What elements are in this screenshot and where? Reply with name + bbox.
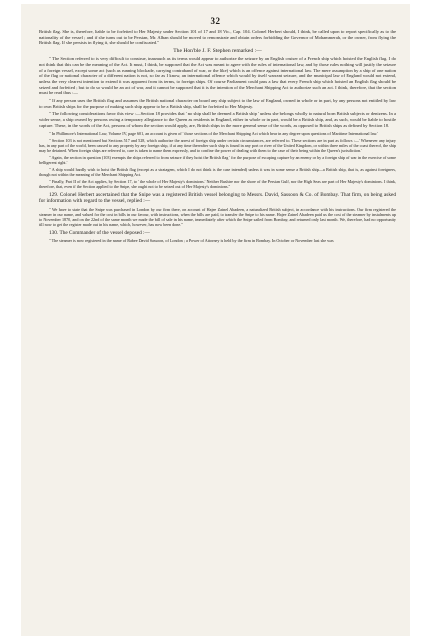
- paragraph-stratagem: " A ship would hardly wish to hoist the British flag (except as a stratagem, which I do not think is the case intended) unless it was in some sense a British ship—a British ship, that is, as against foreigners, though not within the meaning of the Merchant Shipping Act.: [39, 166, 396, 177]
- paragraph-commander-deposition: " The steamer is now registered in the name of Rabee David Sassoon, of London ; a Power of Attorney is held by the firm in Bombay. In October or November last she was: [49, 238, 334, 244]
- speaker-heading: The Hon'ble J. F. Stephen remarked :—: [173, 48, 262, 55]
- paragraph-firm-reply: " We have to state that the Snipe was purchased in London by our firm there, on account of Hajee Zainel Abadeen, a naturalized British subject, in accordance with his instructions. Our firm registered the steamer in our name, and valued for the cost in bills in our favour, with instructions, when the bills are paid, to transfer the Snipe to his name. Hajee Zainel Abadeen paid us the cost of the steamer by instalments up to November 1870, and on the 22nd of the same month we made the bill of sale in his name, immediately after which the Snipe sailed from Bombay, and returned only last month. We, therefore, had no opportunity till now to get the register made out in his name, which, however, has now been done.": [39, 206, 396, 227]
- paragraph-phillimore: " In Phillimore's International Law, Volume IV, page 601, an account is given of ' those sections of the Merchant Shipping Act which bear in any degree upon questions of Maritime International law.': [49, 130, 379, 136]
- section-129-heading: 129. Colonel Herbert ascertained that the Snipe was a registered British vessel belonging to Messrs. David, Sassoon & Co. of Bombay. That firm, on being asked for information with regard to the vessel, replied :—: [39, 192, 396, 205]
- paragraph-exemption: " Again, the section in question (103) exempts the ships referred to from seizure if they hoist the British flag ' for the purpose of escaping capture by an enemy or by a foreign ship of war in the exercise of some belligerent right.': [39, 154, 396, 165]
- paragraph-flag-forfeiture: Britisb flag. She is, therefore, liable to be forfeited to Her Majesty under Section 101 of 17 and 18 Vic., Cap. 104. Colonel Herbert should, I think, be called upon to report specifically as to the nationality of the vessel ; and if she turns out to be Persian, Mr. Alban should be moved to remonstrate and obtain orders forbidding the Governor of Mohammerah, or the owner, from flying the British flag. If she persists in flying it, she should be confiscated.": [39, 29, 396, 46]
- paragraph-dominions: " Finally, Part II of the Act applies, by Section 17, to ' the whole of Her Majesty's dominions.' Neither Bushire nor the shore of the Persian Gulf, nor the High Seas are part of Her Majesty's dominions. I think, therefore, that, even if the Section applied to the Snipe, she ought not to be seized out of Her Majesty's dominions.": [39, 178, 396, 189]
- document-page: [21, 4, 410, 636]
- section-130-heading: 130. The Commander of the vessel deposed :—: [49, 230, 150, 237]
- paragraph-section-103: " Section 103 is not mentioned but Sections 517 and 528, which authorize the arrest of foreign ship under certain circumstances, are referred to. These sections are in part as follows :—' Whenever any injury has, in any part of the world, been caused to any property by any foreign ship, if at any time thereafter such ship is found in any port or river of the United Kingdom, or within three miles of the coast thereof, the ship may be detained. When foreign ships are referred to, care is taken to name them expressly, and to confine the power of dealing with them to the case of their being within the Queen's jurisdiction.': [39, 137, 396, 153]
- paragraph-section-reading: " If any person uses the British flag and assumes the British national character on board any ship subject to the law of England, owned in whole or in part, by any persons not entitled by law to own British ships for the purpose of making such ship appear to be a British ship, shall be forfeited to Her Majesty.: [39, 98, 396, 109]
- text-column: [21, 29, 410, 243]
- paragraph-considerations: " The following considerations favor this view :—Section 18 provides that ' no ship shall be deemed a British ship ' unless she belongs wholly to natural born British subjects or denizens. In a wider sense, a ship owned by persons owing a temporary allegiance to the Queen as residents in England, either in whole or in part, would be a British ship, and, as such, would be liable to hostile capture. These, in the words of the Act, persons of whom the section would apply, are, British ships in the more general sense of the words, as opposed to British ships as defined by Section 18.: [39, 111, 396, 128]
- page-number: 32: [210, 16, 221, 26]
- paragraph-section-construction: " The Section referred to is very difficult to construe, inasmuch as its terms would appear to authorize the seizure by an English cruiser of a French ship which hoisted the English flag. I do not think that this can be the meaning of the Act. It must, I think, be supposed that the Act was meant to agree with the rules of international law, and by those rules nothing will justify the seizure of a foreign vessel, except some act (such as running blockade, carrying contraband of war, or the like) which is an offence against international law. The mere assumption by a ship of one nation of the flag or national character of a different nation is not, so far as I know, an international offence which would by itself warrant seizure, and the municipal law of England would not extend, unless the very clearest intention to extend it was apparent from its terms, to foreign ships. Of course Parliament could pass a law that every French ship which hoisted an English flag should be seized and forfeited ; but to do so would be an act of war, and it cannot be supposed that it is the intention of the Merchant Shipping Act to authorize such an act. I think, therefore, that the section must be read thus :—: [39, 56, 396, 96]
